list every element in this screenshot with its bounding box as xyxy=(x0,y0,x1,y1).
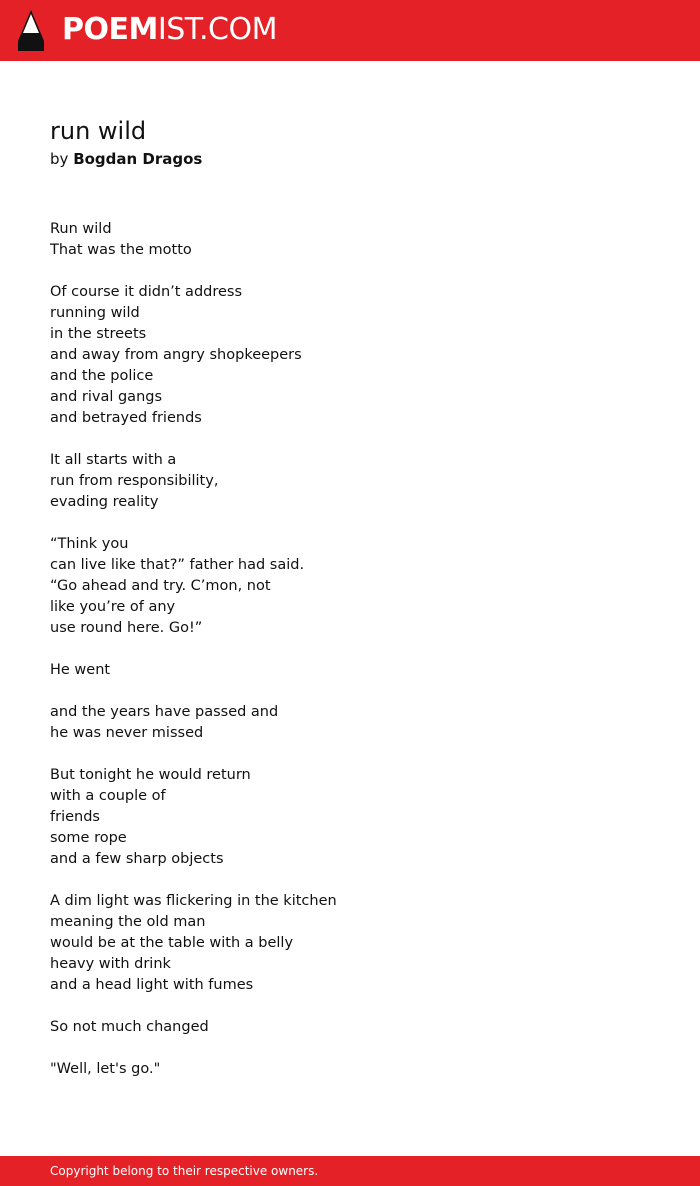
site-footer xyxy=(0,1156,700,1186)
poem-body xyxy=(50,219,650,1080)
poem-line: It all starts with a xyxy=(50,452,177,468)
poem-line: and away from angry shopkeepers xyxy=(50,347,302,363)
site-header xyxy=(0,0,700,61)
stanza-break xyxy=(50,1038,650,1059)
poem-line: and a few sharp objects xyxy=(50,851,224,867)
poem-line: He went xyxy=(50,662,111,678)
poem-line: run from responsibility, xyxy=(50,473,219,489)
poem-line: like you’re of any xyxy=(50,599,176,615)
stanza-break xyxy=(50,996,650,1017)
poem-line: Run wild xyxy=(50,221,112,237)
stanza-break xyxy=(50,870,650,891)
poem-line: evading reality xyxy=(50,494,159,510)
poem-line: Of course it didn’t address xyxy=(50,284,243,300)
poem-line: heavy with drink xyxy=(50,956,171,972)
poem-line: So not much changed xyxy=(50,1019,209,1035)
poem-line: But tonight he would return xyxy=(50,767,251,783)
poem-line: and the years have passed and xyxy=(50,704,279,720)
stanza-break xyxy=(50,429,650,450)
logo-text-light: IST.COM xyxy=(157,12,277,47)
poem-line: friends xyxy=(50,809,100,825)
poem-line: and a head light with fumes xyxy=(50,977,254,993)
stanza-break xyxy=(50,513,650,534)
logo-text-bold: POEM xyxy=(62,12,158,47)
poem-line: running wild xyxy=(50,305,140,321)
poem-title: run wild xyxy=(50,117,147,145)
stanza-break xyxy=(50,639,650,660)
poem-line: would be at the table with a belly xyxy=(50,935,294,951)
poem-line: A dim light was flickering in the kitchen xyxy=(50,893,337,909)
pencil-tip-icon[interactable] xyxy=(18,10,44,51)
poem-line: "Well, let's go." xyxy=(50,1061,161,1077)
poem-line: with a couple of xyxy=(50,788,166,804)
author-name: Bogdan Dragos xyxy=(73,150,203,168)
poem-line: and the police xyxy=(50,368,154,384)
poem-line: in the streets xyxy=(50,326,147,342)
poem-line: can live like that?” father had said. xyxy=(50,557,305,573)
poem-line: That was the motto xyxy=(50,242,192,258)
poem-line: “Think you xyxy=(50,536,129,552)
poem-line: “Go ahead and try. C’mon, not xyxy=(50,578,271,594)
poem-line: some rope xyxy=(50,830,127,846)
poem-line: he was never missed xyxy=(50,725,204,741)
byline xyxy=(50,148,202,170)
by-label: by xyxy=(50,150,69,168)
site-logo[interactable] xyxy=(62,10,277,50)
stanza-break xyxy=(50,744,650,765)
poem-line: use round here. Go!” xyxy=(50,620,203,636)
poem-line: and betrayed friends xyxy=(50,410,202,426)
poem-line: meaning the old man xyxy=(50,914,206,930)
poem-line: and rival gangs xyxy=(50,389,163,405)
stanza-break xyxy=(50,681,650,702)
stanza-break xyxy=(50,261,650,282)
copyright-text: Copyright belong to their respective owners. xyxy=(50,1164,319,1178)
